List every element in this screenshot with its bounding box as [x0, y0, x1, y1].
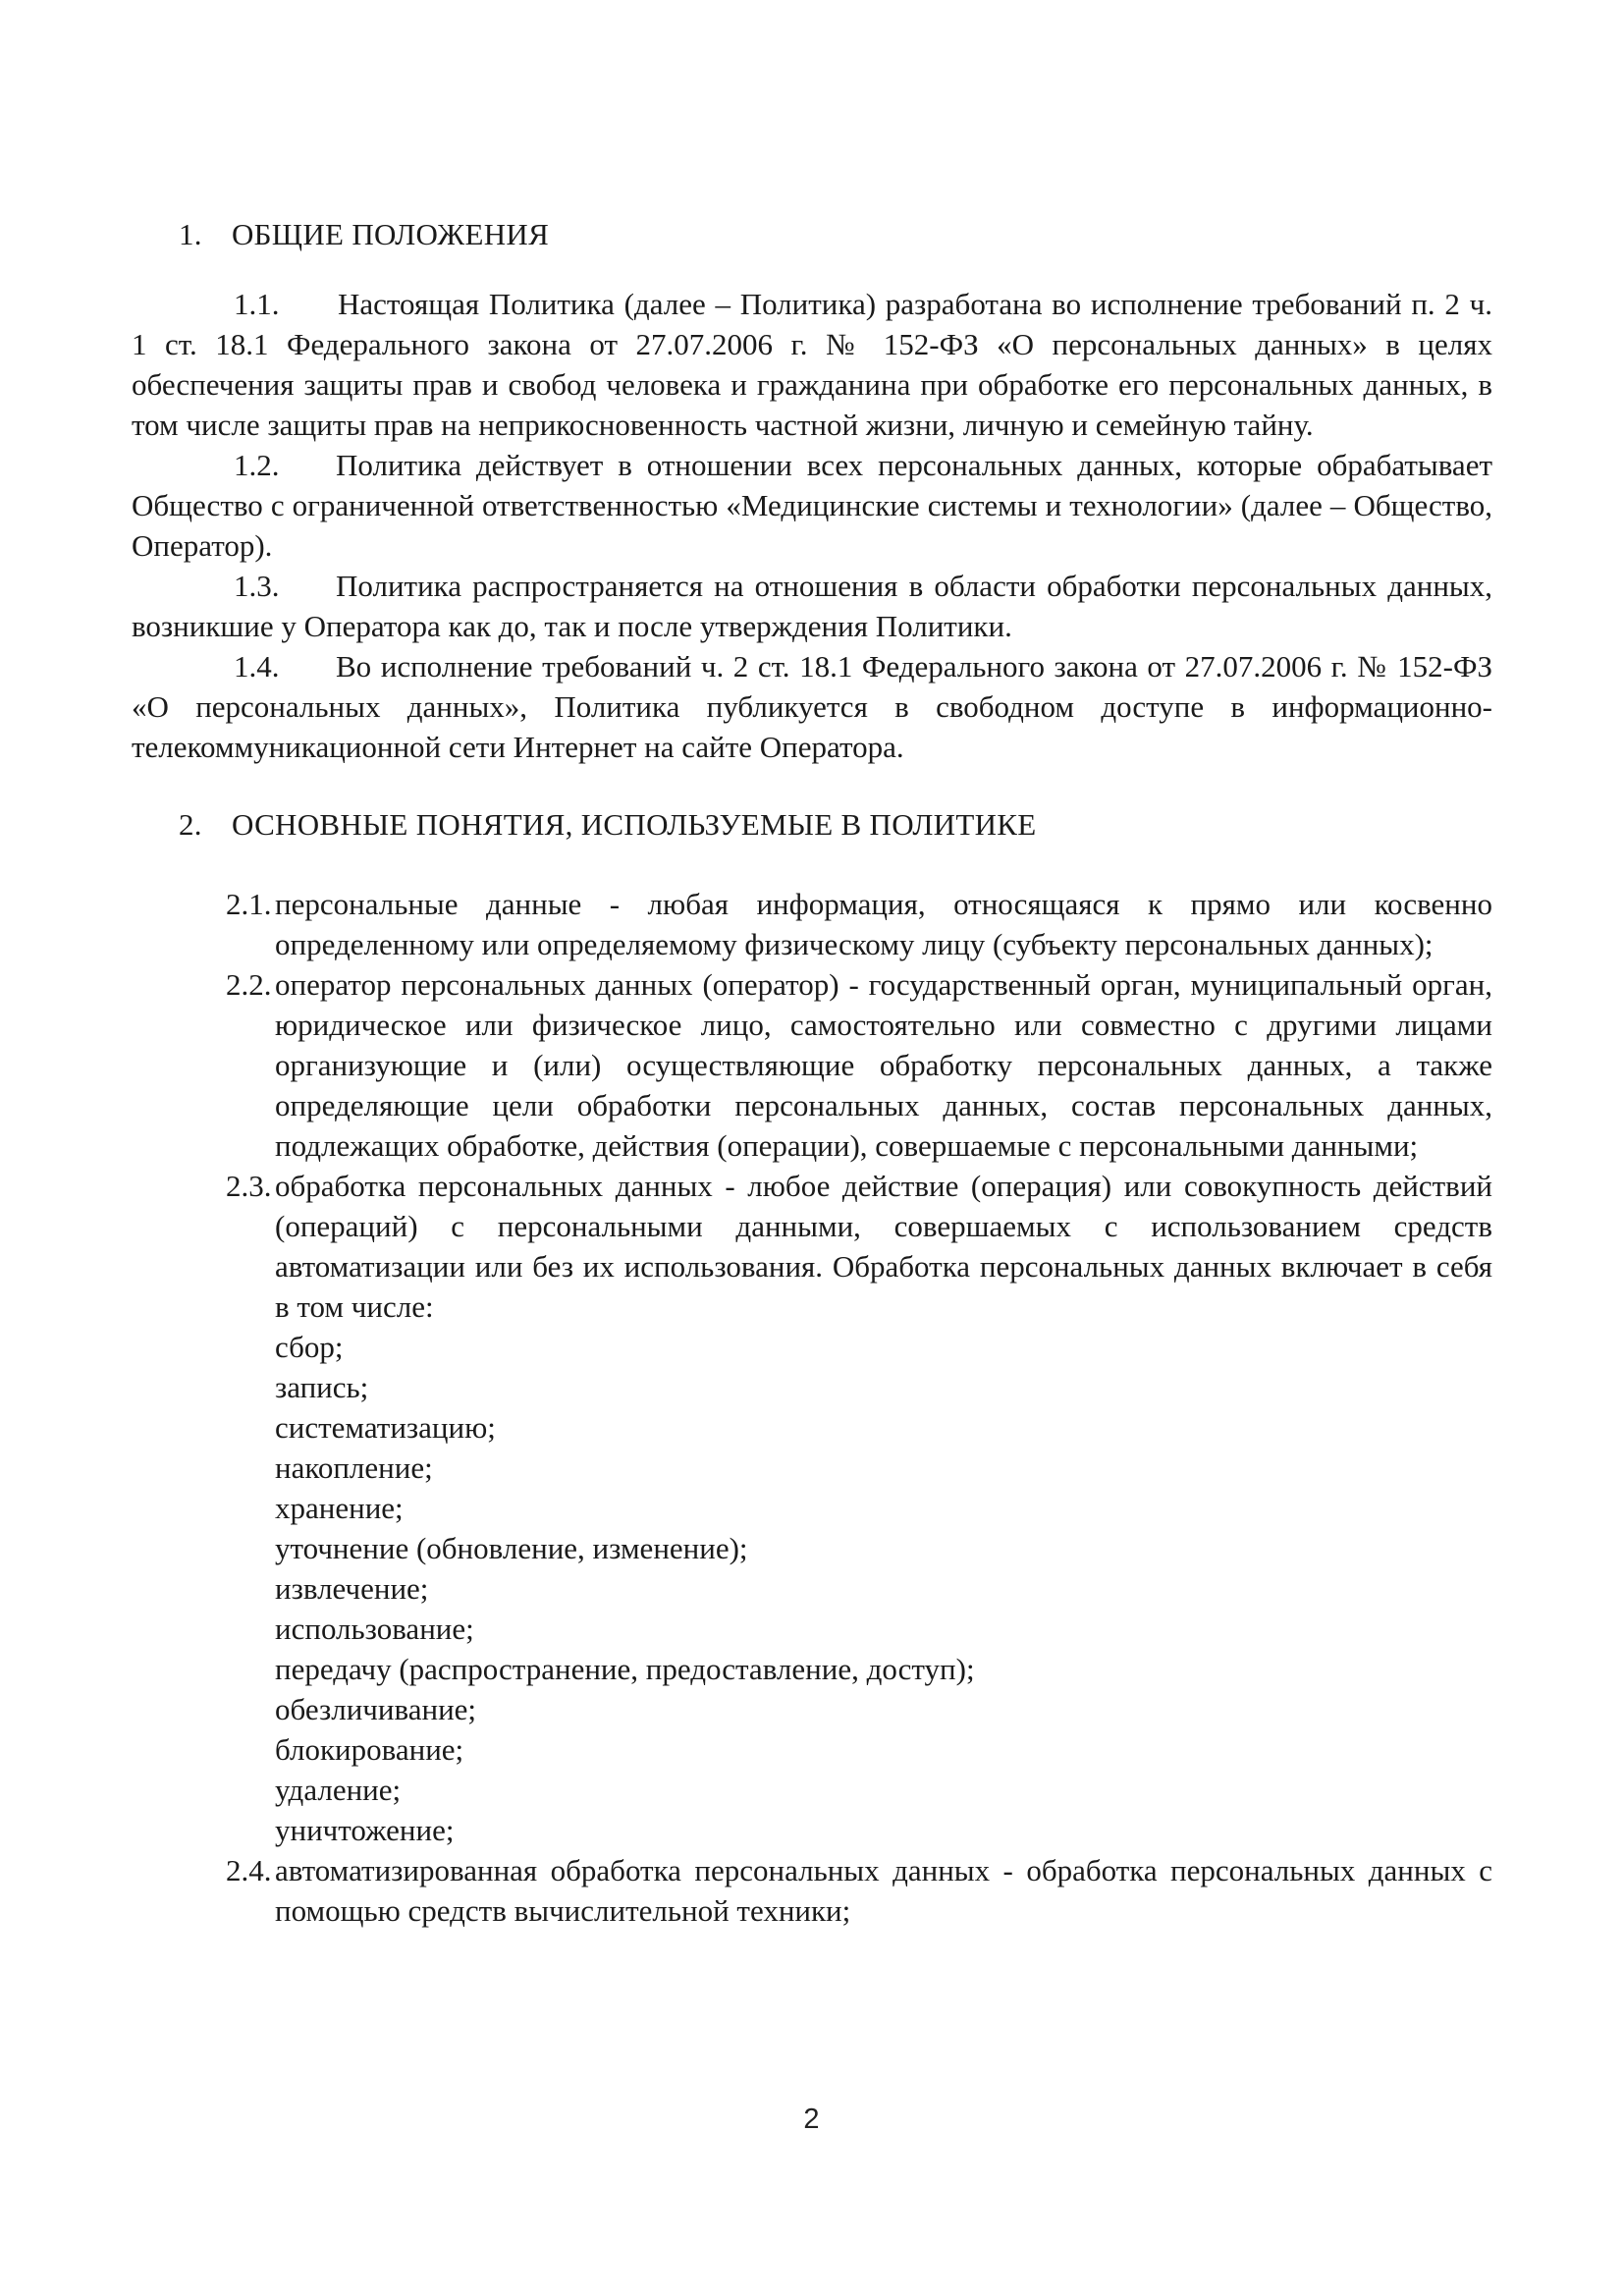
clause-1-2	[132, 445, 1492, 566]
processing-actions-list	[275, 1327, 1492, 1850]
page-content	[132, 214, 1492, 1931]
processing-action: передачу (распространение, предоставление, доступ);	[275, 1652, 975, 1686]
definition-2-4	[132, 1850, 1492, 1931]
definition-number: 2.2.	[226, 967, 272, 1002]
definition-text: оператор персональных данных (оператор) - государственный орган, муниципальный орган, юридическое или физическое лицо, самостоятельно или совместно с другими лицами организующие и (или) осуществляющие обработку персональных данных, а также определяющие цели обработки персональных данных, состав персональных данных, подлежащих обработке, действия (операции), совершаемые с персональными данными;	[275, 967, 1492, 1163]
processing-action: систематизацию;	[275, 1410, 496, 1445]
clause-1-1	[132, 284, 1492, 445]
definition-text: обработка персональных данных - любое действие (операция) или совокупность действий (операций) с персональными данными, совершаемых с использованием средств автоматизации или без их использования. Обработка персональных данных включает в себя в том числе:	[275, 1169, 1492, 1324]
processing-action: запись;	[275, 1370, 369, 1404]
processing-action: уточнение (обновление, изменение);	[275, 1531, 748, 1565]
definition-2-2	[132, 964, 1492, 1166]
clause-1-4	[132, 646, 1492, 767]
clause-number: 1.4.	[234, 649, 280, 683]
section-2-number: 2.	[179, 807, 202, 842]
section-2-heading	[132, 804, 1492, 845]
processing-action: извлечение;	[275, 1571, 429, 1606]
definition-text: персональные данные - любая информация, относящаяся к прямо или косвенно определенному или определяемому физическому лицу (субъекту персональных данных);	[275, 887, 1492, 961]
clause-text: Во исполнение требований ч. 2 ст. 18.1 Федерального закона от 27.07.2006 г. № 152-ФЗ «О персональных данных», Политика публикуется в свободном доступе в информационно-телекоммуникационной сети Интернет на сайте Оператора.	[132, 649, 1492, 764]
processing-action: уничтожение;	[275, 1813, 455, 1847]
definition-2-3	[132, 1166, 1492, 1850]
section-2-title: ОСНОВНЫЕ ПОНЯТИЯ, ИСПОЛЬЗУЕМЫЕ В ПОЛИТИКЕ	[232, 807, 1037, 842]
clause-text: Настоящая Политика (далее – Политика) разработана во исполнение требований п. 2 ч. 1 ст. 18.1 Федерального закона от 27.07.2006 г. № 152-ФЗ «О персональных данных» в целях обеспечения защиты прав и свобод человека и гражданина при обработке его персональных данных, в том числе защиты прав на неприкосновенность частной жизни, личную и семейную тайну.	[132, 287, 1492, 442]
clause-number: 1.3.	[234, 569, 280, 603]
page-number: 2	[803, 2104, 820, 2135]
definitions-list	[132, 884, 1492, 1931]
processing-action: блокирование;	[275, 1732, 464, 1767]
definition-number: 2.4.	[226, 1853, 272, 1887]
definition-2-1	[132, 884, 1492, 964]
definition-number: 2.3.	[226, 1169, 272, 1203]
processing-action: удаление;	[275, 1773, 402, 1807]
clause-number: 1.2.	[234, 448, 280, 482]
processing-action: сбор;	[275, 1330, 344, 1364]
clause-text: Политика действует в отношении всех персональных данных, которые обрабатывает Общество с ограниченной ответственностью «Медицинские системы и технологии» (далее – Общество, Оператор).	[132, 448, 1492, 563]
processing-action: использование;	[275, 1612, 474, 1646]
section-1-title: ОБЩИЕ ПОЛОЖЕНИЯ	[232, 217, 550, 251]
processing-action: хранение;	[275, 1491, 404, 1525]
processing-action: накопление;	[275, 1450, 433, 1485]
definition-number: 2.1.	[226, 887, 272, 921]
processing-action: обезличивание;	[275, 1692, 477, 1726]
section-1-number: 1.	[179, 217, 202, 251]
section-1-heading	[132, 214, 1492, 254]
clause-text: Политика распространяется на отношения в области обработки персональных данных, возникшие у Оператора как до, так и после утверждения Политики.	[132, 569, 1492, 643]
clause-1-3	[132, 566, 1492, 646]
clause-number: 1.1.	[234, 287, 280, 321]
definition-text: автоматизированная обработка персональных данных - обработка персональных данных с помощью средств вычислительной техники;	[275, 1853, 1492, 1928]
